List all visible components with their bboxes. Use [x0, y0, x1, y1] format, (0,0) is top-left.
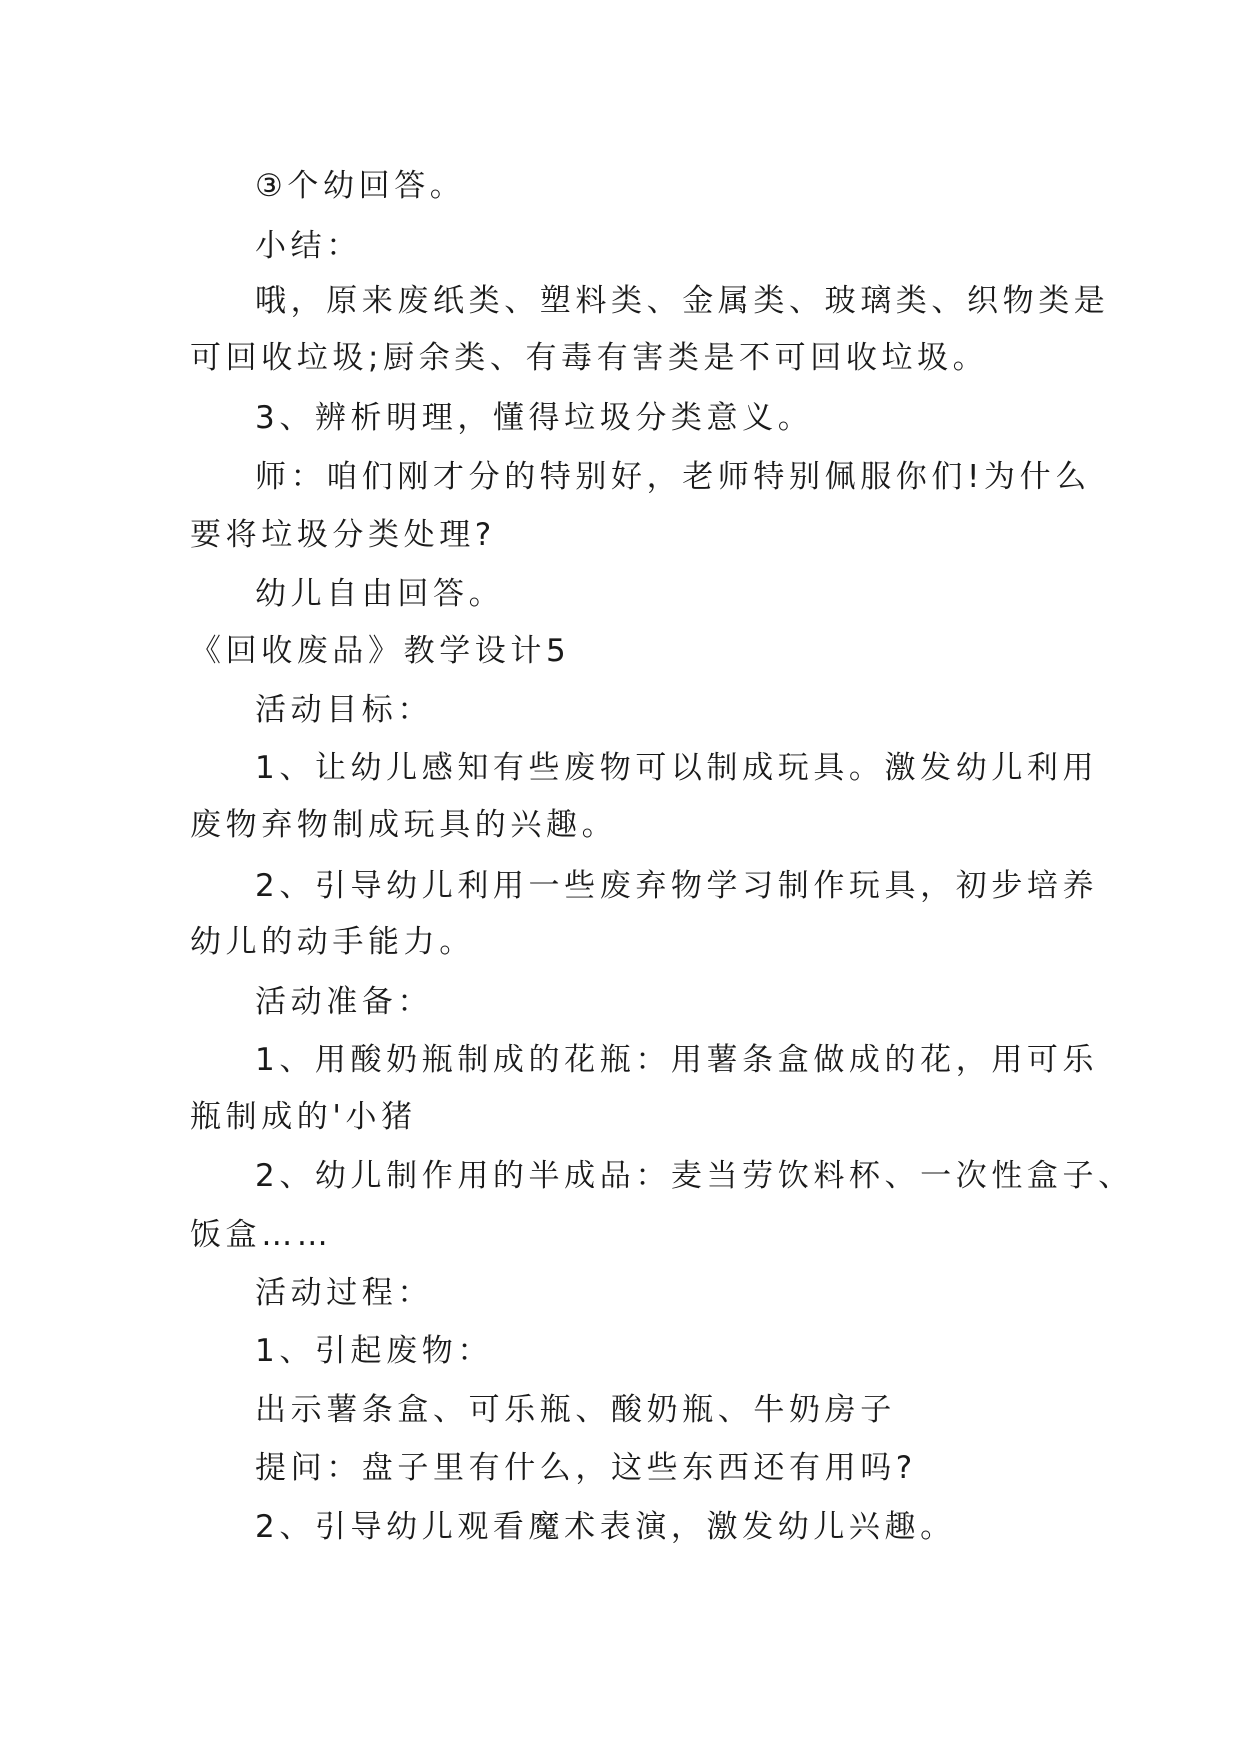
- paragraph-line: 2、引导幼儿利用一些废弃物学习制作玩具，初步培养: [255, 868, 1099, 904]
- paragraph-line: 要将垃圾分类处理?: [190, 517, 496, 553]
- paragraph-line: 废物弃物制成玩具的兴趣。: [190, 807, 618, 843]
- paragraph-line: 2、幼儿制作用的半成品：麦当劳饮料杯、一次性盒子、: [255, 1158, 1134, 1194]
- paragraph-line: 2、引导幼儿观看魔术表演，激发幼儿兴趣。: [255, 1509, 956, 1545]
- paragraph-line: 哦，原来废纸类、塑料类、金属类、玻璃类、织物类是: [255, 283, 1110, 319]
- paragraph-line: 幼儿自由回答。: [255, 576, 505, 612]
- paragraph-line: 幼儿的动手能力。: [190, 924, 475, 960]
- paragraph-line: 活动目标：: [255, 692, 433, 728]
- paragraph-line: 可回收垃圾;厨余类、有毒有害类是不可回收垃圾。: [190, 340, 989, 376]
- paragraph-line: 瓶制成的'小猪: [190, 1099, 417, 1135]
- paragraph-line: 1、引起废物：: [255, 1333, 493, 1369]
- paragraph-line: 1、用酸奶瓶制成的花瓶：用薯条盒做成的花，用可乐: [255, 1042, 1099, 1078]
- paragraph-line: 师：咱们刚才分的特别好，老师特别佩服你们!为什么: [255, 459, 1091, 495]
- paragraph-line: 饭盒……: [190, 1217, 333, 1253]
- paragraph-line: ③个幼回答。: [255, 168, 466, 204]
- paragraph-line: 活动准备：: [255, 984, 433, 1020]
- paragraph-line: 1、让幼儿感知有些废物可以制成玩具。激发幼儿利用: [255, 750, 1099, 786]
- paragraph-line: 小结：: [255, 228, 362, 264]
- paragraph-line: 活动过程：: [255, 1275, 433, 1311]
- paragraph-line: 出示薯条盒、可乐瓶、酸奶瓶、牛奶房子: [255, 1392, 896, 1428]
- paragraph-line: 提问：盘子里有什么，这些东西还有用吗?: [255, 1450, 917, 1486]
- section-heading: 《回收废品》教学设计5: [190, 633, 571, 669]
- paragraph-line: 3、辨析明理，懂得垃圾分类意义。: [255, 400, 814, 436]
